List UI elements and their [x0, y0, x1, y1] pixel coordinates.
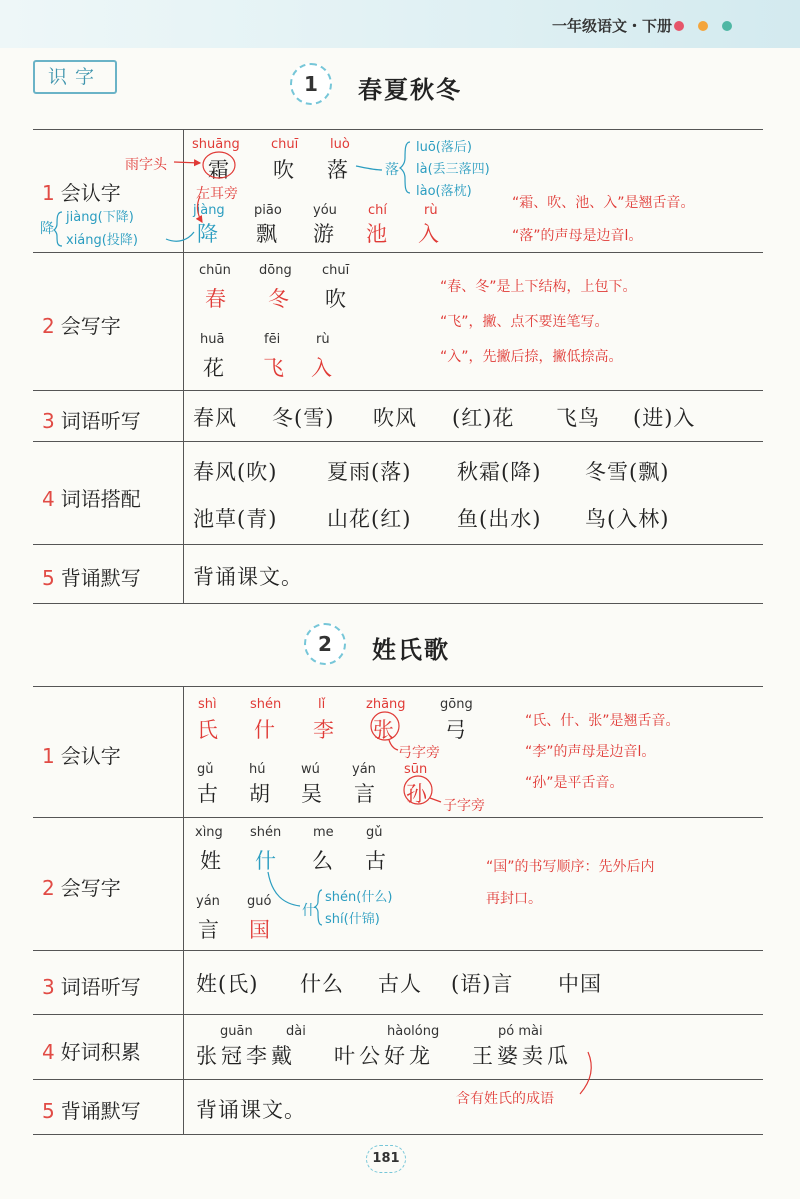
recitation-text: 背诵课文。 — [196, 1098, 306, 1122]
annotation: 左耳旁 — [196, 186, 238, 202]
connector-line — [268, 872, 300, 906]
polyphone-reading: jiàng(下降) — [66, 210, 134, 225]
lesson-title: 姓氏歌 — [372, 636, 450, 664]
pinyin: yóu — [313, 203, 337, 218]
pinyin: luò — [330, 137, 350, 152]
polyphone-char: 落 — [385, 162, 399, 178]
dictation-word: 姓(氏) — [196, 972, 259, 996]
dictation-word: 飞鸟 — [556, 406, 600, 430]
connector-line — [580, 1052, 591, 1094]
dictation-word: (红)花 — [452, 406, 515, 430]
green-dot-icon — [722, 21, 732, 31]
row-label: 1 会认字 — [42, 744, 121, 768]
character: 李 — [313, 718, 334, 742]
note: “春、冬”是上下结构，上包下。 — [440, 279, 637, 295]
pinyin: guó — [247, 894, 272, 909]
character: 什 — [255, 849, 276, 873]
orange-dot-icon — [698, 21, 708, 31]
divider — [33, 252, 763, 253]
pinyin: chuī — [322, 263, 350, 278]
row-label: 2 会写字 — [42, 876, 121, 900]
character: 入 — [311, 356, 332, 380]
row-label: 2 会写字 — [42, 314, 121, 338]
pinyin: jiàng — [193, 203, 225, 218]
pinyin: zhāng — [366, 697, 406, 712]
note: “李”的声母是边音l。 — [525, 744, 656, 760]
pinyin: shén — [250, 825, 282, 840]
character: 池 — [366, 222, 387, 246]
pinyin: hàolóng — [387, 1024, 440, 1039]
brace-icon — [400, 142, 410, 193]
word-pair: 鸟(入林) — [585, 507, 670, 531]
pinyin: chí — [368, 203, 387, 218]
column-divider — [183, 686, 184, 1134]
pinyin: huā — [200, 332, 225, 347]
pinyin: sūn — [404, 762, 428, 777]
character: 国 — [249, 918, 270, 942]
character: 花 — [203, 356, 224, 380]
character: 冬 — [268, 287, 289, 311]
pinyin: me — [313, 825, 334, 840]
pinyin: shì — [198, 697, 217, 712]
connector-line — [356, 166, 382, 170]
polyphone-reading: shén(什么) — [325, 890, 393, 905]
divider — [33, 129, 763, 130]
divider — [33, 950, 763, 951]
pinyin: lǐ — [318, 697, 326, 712]
divider — [33, 686, 763, 687]
divider — [33, 817, 763, 818]
connector-line — [166, 232, 194, 241]
divider — [33, 1014, 763, 1015]
pink-dot-icon — [674, 21, 684, 31]
character: 游 — [313, 222, 334, 246]
character: 胡 — [249, 782, 270, 806]
note: “氏、什、张”是翘舌音。 — [525, 713, 680, 729]
character: 么 — [312, 849, 333, 873]
divider — [33, 603, 763, 604]
character: 吴 — [301, 782, 322, 806]
annotation: 子字旁 — [443, 798, 485, 814]
character: 言 — [198, 918, 219, 942]
pinyin: wú — [301, 762, 320, 777]
pinyin: gǔ — [366, 825, 383, 840]
pinyin: fēi — [264, 332, 281, 347]
pinyin: chūn — [199, 263, 231, 278]
idiom: 叶公好龙 — [334, 1044, 434, 1068]
pinyin: gǔ — [197, 762, 214, 777]
polyphone-reading: shí(什锦) — [325, 912, 380, 927]
character: 降 — [197, 222, 218, 246]
character: 姓 — [200, 849, 221, 873]
word-pair: 冬雪(飘) — [585, 460, 670, 484]
pinyin: dài — [286, 1024, 306, 1039]
polyphone-reading: xiáng(投降) — [66, 233, 138, 248]
lesson-title: 春夏秋冬 — [358, 76, 462, 104]
dictation-word: (进)入 — [633, 406, 696, 430]
character: 入 — [418, 222, 439, 246]
word-pair: 秋霜(降) — [457, 460, 542, 484]
character: 孙 — [406, 782, 427, 806]
pinyin: rù — [316, 332, 330, 347]
character: 张 — [373, 718, 394, 742]
dictation-word: (语)言 — [451, 972, 514, 996]
character: 霜 — [208, 158, 229, 182]
annotation: 弓字旁 — [398, 745, 440, 761]
dictation-word: 吹风 — [373, 406, 417, 430]
idiom: 王婆卖瓜 — [472, 1044, 572, 1068]
dictation-word: 中国 — [558, 972, 602, 996]
polyphone-char: 降 — [40, 221, 54, 237]
row-label: 4 好词积累 — [42, 1040, 141, 1064]
note: “霜、吹、池、入”是翘舌音。 — [512, 195, 695, 211]
character: 古 — [365, 849, 386, 873]
dictation-word: 什么 — [300, 972, 344, 996]
connector-line — [430, 798, 441, 802]
polyphone-char: 什 — [302, 903, 316, 919]
pinyin: chuī — [271, 137, 299, 152]
section-tag: 识字 — [33, 60, 117, 94]
page-number: 181 — [366, 1145, 406, 1173]
row-label: 3 词语听写 — [42, 409, 141, 433]
polyphone-reading: lào(落枕) — [416, 184, 472, 199]
character: 什 — [254, 718, 275, 742]
note: 再封口。 — [486, 891, 542, 907]
annotation: 雨字头 — [125, 157, 167, 173]
pinyin: pó mài — [498, 1024, 543, 1039]
divider — [33, 1134, 763, 1135]
word-pair: 春风(吹) — [193, 460, 278, 484]
word-pair: 山花(红) — [327, 507, 412, 531]
recitation-text: 背诵课文。 — [193, 565, 303, 589]
divider — [33, 390, 763, 391]
pinyin: piāo — [254, 203, 282, 218]
book-title: 一年级语文・下册 — [551, 17, 672, 35]
note: “国”的书写顺序：先外后内 — [486, 859, 655, 875]
row-label: 4 词语搭配 — [42, 487, 141, 511]
character: 吹 — [325, 287, 346, 311]
word-pair: 夏雨(落) — [327, 460, 412, 484]
row-label: 5 背诵默写 — [42, 566, 141, 590]
column-divider — [183, 129, 184, 603]
row-label: 5 背诵默写 — [42, 1099, 141, 1123]
character: 古 — [197, 782, 218, 806]
note: “落”的声母是边音l。 — [512, 228, 643, 244]
pinyin: gōng — [440, 697, 473, 712]
note: “飞”，撇、点不要连笔写。 — [440, 314, 609, 330]
pinyin: guān — [220, 1024, 253, 1039]
pinyin: xìng — [195, 825, 223, 840]
character: 飘 — [256, 222, 277, 246]
arrow-icon — [174, 162, 200, 163]
row-label: 3 词语听写 — [42, 975, 141, 999]
row-label: 1 会认字 — [42, 181, 121, 205]
character: 吹 — [273, 158, 294, 182]
pinyin: shuāng — [192, 137, 240, 152]
divider — [33, 1079, 763, 1080]
character: 飞 — [263, 356, 284, 380]
character: 落 — [327, 158, 348, 182]
polyphone-reading: là(丢三落四) — [416, 162, 490, 177]
dictation-word: 冬(雪) — [272, 406, 335, 430]
word-pair: 池草(青) — [193, 507, 278, 531]
idiom: 张冠李戴 — [196, 1044, 296, 1068]
lesson-number: 2 — [304, 623, 346, 665]
pinyin: yán — [196, 894, 220, 909]
character: 弓 — [445, 718, 466, 742]
lesson-number: 1 — [290, 63, 332, 105]
brace-icon — [315, 890, 322, 925]
polyphone-reading: luō(落后) — [416, 140, 472, 155]
divider — [33, 441, 763, 442]
dictation-word: 古人 — [378, 972, 422, 996]
character: 氏 — [197, 718, 218, 742]
brace-icon — [54, 212, 62, 246]
note: 含有姓氏的成语 — [456, 1091, 554, 1107]
pinyin: yán — [352, 762, 376, 777]
word-pair: 鱼(出水) — [457, 507, 542, 531]
header-bar — [0, 0, 800, 48]
character: 春 — [205, 287, 226, 311]
character: 言 — [354, 782, 375, 806]
pinyin: shén — [250, 697, 282, 712]
pinyin: hú — [249, 762, 266, 777]
note: “入”，先撇后捺，撇低捺高。 — [440, 349, 623, 365]
dictation-word: 春风 — [193, 406, 237, 430]
note: “孙”是平舌音。 — [525, 775, 624, 791]
pinyin: dōng — [259, 263, 292, 278]
divider — [33, 544, 763, 545]
pinyin: rù — [424, 203, 438, 218]
